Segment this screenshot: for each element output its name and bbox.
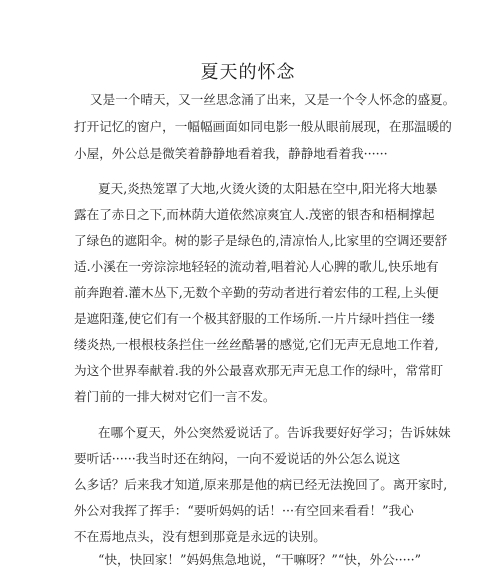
paragraph-2-line-5: 前奔跑着.灌木丛下,无数个辛勤的劳动者进行着宏伟的工程,上头便 bbox=[74, 285, 439, 300]
page-title: 夏天的怀念 bbox=[200, 62, 296, 83]
paragraph-1-line-3: 小屋，外公总是微笑着静静地看着我，静静地看着我······ bbox=[74, 146, 388, 161]
paragraph-3-line-1: 在哪个夏天，外公突然爱说话了。告诉我要好好学习；告诉妹妹 bbox=[98, 425, 451, 440]
paragraph-3-line-5: 不在焉地点头，没有想到那竟是永远的诀别。 bbox=[74, 529, 326, 544]
paragraph-2-line-4: 适.小溪在一旁淙淙地轻轻的流动着,唱着沁人心脾的歌儿,快乐地有 bbox=[74, 259, 439, 274]
paragraph-2-line-6: 是遮阳蓬,使它们有一个极其舒服的工作场所.一片片绿叶挡住一缕 bbox=[74, 311, 435, 326]
paragraph-3-line-3: 么多话？后来我才知道,原来那是他的病已经无法挽回了。离开家时, bbox=[74, 477, 448, 492]
paragraph-2-line-1: 夏天,炎热笼罩了大地,火烫火烫的太阳悬在空中,阳光将大地暴 bbox=[98, 181, 438, 196]
paragraph-1-line-2: 打开记忆的窗户，一幅幅画面如同电影一般从眼前展现，在那温暖的 bbox=[74, 119, 452, 134]
paragraph-3-line-4: 外公对我挥了挥手：“要听妈妈的话！···有空回来看看！”我心 bbox=[74, 503, 414, 518]
paragraph-1-line-1: 又是一个晴天，又一丝思念涌了出来，又是一个令人怀念的盛夏。 bbox=[90, 92, 456, 107]
paragraph-2-line-2: 露在了赤日之下,而林荫大道依然凉爽宜人.茂密的银杏和梧桐撑起 bbox=[74, 207, 435, 222]
paragraph-3-line-2: 要听话······我当时还在纳闷，一向不爱说话的外公怎么说这 bbox=[74, 451, 401, 466]
paragraph-2-line-7: 缕炎热,一根根枝条拦住一丝丝酷暑的感觉,它们无声无息地工作着, bbox=[74, 337, 439, 352]
paragraph-2-line-8: 为这个世界奉献着.我的外公最喜欢那无声无息工作的绿叶，常常盯 bbox=[74, 363, 444, 378]
paragraph-2-line-3: 了绿色的遮阳伞。树的影子是绿色的,清凉怡人,比家里的空调还要舒 bbox=[74, 233, 448, 248]
paragraph-2-line-9: 着门前的一排大树对它们一言不发。 bbox=[74, 389, 276, 404]
paragraph-4-line-1: “快，快回家！”妈妈焦急地说，“干嘛呀？”“快，外公·····” bbox=[98, 552, 422, 567]
